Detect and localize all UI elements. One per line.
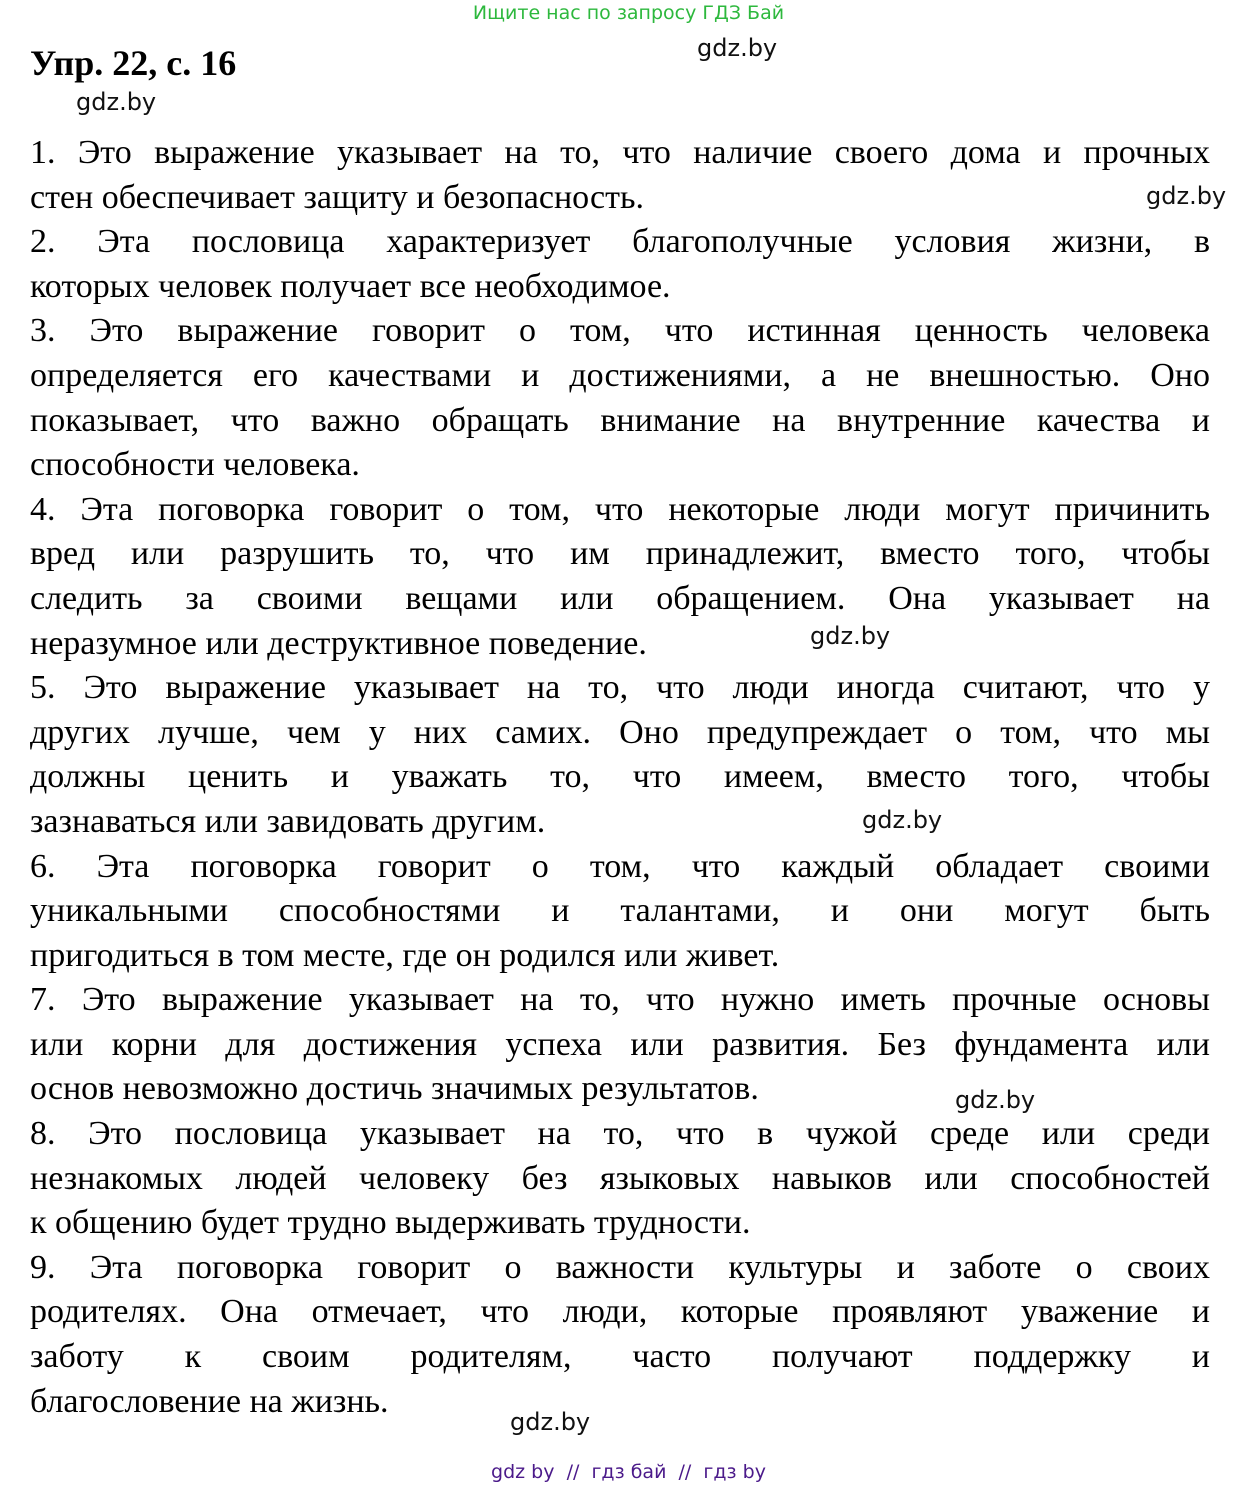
footer-links: gdz by // гдз бай // гдз by [491,1461,766,1483]
text-line: 1. Это выражение указывает на то, что наличие своего дома и прочных [30,134,1210,171]
text-line: 5. Это выражение указывает на то, что люди иногда считают, что у [30,669,1210,707]
text-line: 9. Эта поговорка говорит о важности культуры и заботе о своих [30,1248,1210,1286]
watermark: gdz.by [76,88,157,116]
text-line: родителях. Она отмечает, что люди, которые проявляют уважение и [30,1293,1210,1331]
watermark: gdz.by [810,622,891,650]
text-line: заботу к своим родителям, часто получают поддержку и [30,1338,1210,1376]
text-line: незнакомых людей человеку без языковых навыков или способностей [30,1159,1210,1197]
paragraph-6 [30,845,1210,979]
text-line: или корни для достижения успеха или развития. Без фундамента или [30,1025,1210,1063]
text-line: вред или разрушить то, что им принадлежит, вместо того, чтобы [30,535,1210,573]
paragraph-2 [30,220,1210,309]
text-line: стен обеспечивает защиту и безопасность. [30,178,644,216]
text-line: 2. Эта пословица характеризует благополучные условия жизни, в [30,223,1210,261]
text-line: 6. Эта поговорка говорит о том, что каждый обладает своими [30,847,1210,885]
text-line: определяется его качествами и достижениями, а не внешностью. Оно [30,356,1210,394]
text-line: других лучше, чем у них самих. Оно предупреждает о том, что мы [30,713,1210,751]
text-line: следить за своими вещами или обращением. Она указывает на [30,579,1210,617]
paragraph-8 [30,1112,1210,1246]
paragraph-1 [30,131,1210,220]
text-line: способности человека. [30,446,360,484]
paragraph-3 [30,309,1210,487]
text-line: основ невозможно достичь значимых результатов. [30,1070,759,1108]
text-line: должны ценить и уважать то, что имеем, вместо того, чтобы [30,758,1210,796]
text-line: 4. Эта поговорка говорит о том, что некоторые люди могут причинить [30,490,1210,528]
text-line: показывает, что важно обращать внимание на внутренние качества и [30,401,1210,439]
text-line: 3. Это выражение говорит о том, что истинная ценность человека [30,312,1210,350]
text-line: 7. Это выражение указывает на то, что нужно иметь прочные основы [30,981,1210,1019]
text-line: к общению будет трудно выдерживать трудности. [30,1204,751,1242]
search-banner: Ищите нас по запросу ГДЗ Бай [472,2,785,24]
watermark: gdz.by [1146,182,1227,210]
paragraph-7 [30,978,1210,1112]
watermark: gdz.by [862,806,943,834]
page-title: Упр. 22, с. 16 [30,43,237,83]
text-line: уникальными способностями и талантами, и они могут быть [30,892,1210,930]
paragraph-5 [30,666,1210,844]
paragraph-4 [30,488,1210,666]
answer-text [30,131,1210,1424]
text-line: зазнаваться или завидовать другим. [30,802,546,840]
text-line: неразумное или деструктивное поведение. [30,624,647,662]
text-line: которых человек получает все необходимое. [30,267,671,305]
watermark: gdz.by [510,1408,591,1436]
paragraph-9 [30,1246,1210,1424]
watermark: gdz.by [955,1086,1036,1114]
watermark: gdz.by [697,34,778,62]
text-line: благословение на жизнь. [30,1382,389,1420]
text-line: пригодиться в том месте, где он родился или живет. [30,936,780,974]
text-line: 8. Это пословица указывает на то, что в чужой среде или среди [30,1115,1210,1153]
